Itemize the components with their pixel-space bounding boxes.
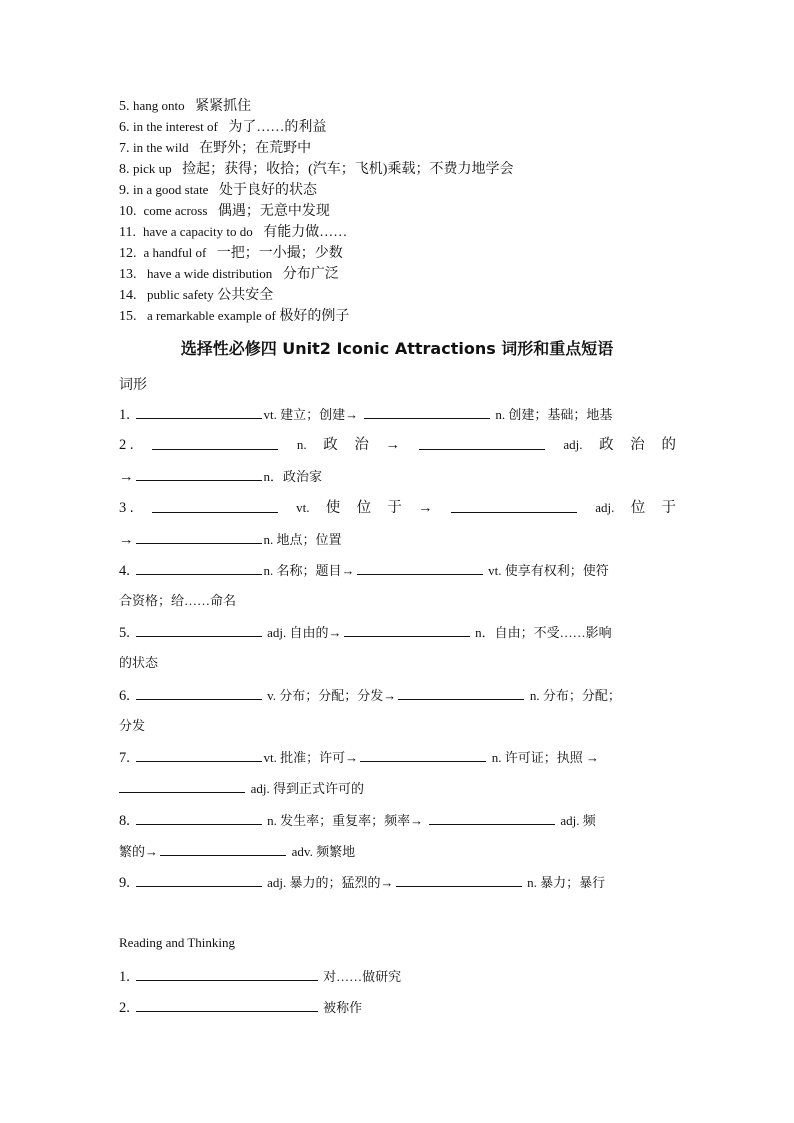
phrase-item: 6. in the interest of 为了……的利益 xyxy=(119,119,327,135)
answer-blank[interactable] xyxy=(136,997,318,1012)
phrase-item: 14. public safety 公共安全 xyxy=(119,287,274,303)
word-form-item-5-cont: 的状态 xyxy=(119,655,159,670)
word-form-item-6-cont: 分发 xyxy=(119,718,146,733)
phrase-item: 10. come across 偶遇；无意中发现 xyxy=(119,203,330,219)
phrase-item: 7. in the wild 在野外；在荒野中 xyxy=(119,140,312,156)
word-form-item-3: 3 . vt. 使 位 于 → adj. 位 于 xyxy=(119,500,676,516)
answer-blank[interactable] xyxy=(398,685,524,700)
answer-blank[interactable] xyxy=(152,435,278,450)
phrase-item: 13. have a wide distribution 分布广泛 xyxy=(119,266,339,282)
page-title: 选择性必修四 Unit2 Iconic Attractions 词形和重点短语 xyxy=(180,339,614,358)
answer-blank[interactable] xyxy=(360,747,486,762)
word-form-item-8-cont: 繁的→ adv. 频繁地 xyxy=(119,841,676,863)
word-form-item-1: 1. vt. 建立；创建→ n. 创建；基础；地基 xyxy=(119,404,676,426)
word-form-item-4-cont: 合资格；给……命名 xyxy=(119,593,237,608)
phrase-item: 8. pick up 捡起；获得；收拾；(汽车；飞机)乘载；不费力地学会 xyxy=(119,161,514,177)
answer-blank[interactable] xyxy=(136,560,262,575)
word-form-item-3-cont: → n. 地点；位置 xyxy=(119,529,676,551)
section-heading-reading: Reading and Thinking xyxy=(119,935,236,950)
answer-blank[interactable] xyxy=(152,498,278,513)
answer-blank[interactable] xyxy=(136,685,262,700)
answer-blank[interactable] xyxy=(344,622,470,637)
answer-blank[interactable] xyxy=(419,435,545,450)
answer-blank[interactable] xyxy=(160,841,286,856)
word-form-item-8: 8. n. 发生率；重复率；频率→ adj. 频 xyxy=(119,810,676,832)
phrase-item: 12. a handful of 一把；一小撮；少数 xyxy=(119,245,343,261)
word-form-item-5: 5. adj. 自由的→ n．自由；不受……影响 xyxy=(119,622,676,644)
answer-blank[interactable] xyxy=(136,622,262,637)
word-form-item-7-cont: adj. 得到正式许可的 xyxy=(119,778,676,800)
answer-blank[interactable] xyxy=(136,529,262,544)
answer-blank[interactable] xyxy=(396,872,522,887)
answer-blank[interactable] xyxy=(119,778,245,793)
section-heading-word-forms: 词形 xyxy=(119,378,147,393)
answer-blank[interactable] xyxy=(364,404,490,419)
answer-blank[interactable] xyxy=(136,872,262,887)
answer-blank[interactable] xyxy=(136,747,262,762)
answer-blank[interactable] xyxy=(429,810,555,825)
word-form-item-6: 6. v. 分布；分配；分发→ n. 分布；分配； xyxy=(119,685,676,707)
answer-blank[interactable] xyxy=(136,466,262,481)
word-form-item-4: 4. n. 名称；题目→ vt. 使享有权利；使符 xyxy=(119,560,676,582)
answer-blank[interactable] xyxy=(136,404,262,419)
word-form-item-2-cont: → n．政治家 xyxy=(119,466,676,488)
answer-blank[interactable] xyxy=(136,810,262,825)
answer-blank[interactable] xyxy=(136,966,318,981)
answer-blank[interactable] xyxy=(451,498,577,513)
answer-blank[interactable] xyxy=(357,560,483,575)
reading-item-1: 1. 对……做研究 xyxy=(119,966,676,988)
word-form-item-2: 2 . n. 政 治 → adj. 政 治 的 xyxy=(119,437,676,453)
phrase-item: 15. a remarkable example of 极好的例子 xyxy=(119,308,350,324)
phrase-item: 5. hang onto 紧紧抓住 xyxy=(119,98,252,114)
phrase-item: 11. have a capacity to do 有能力做…… xyxy=(119,224,348,240)
word-form-item-7: 7. vt. 批准；许可→ n. 许可证；执照 → xyxy=(119,747,676,769)
phrase-item: 9. in a good state 处于良好的状态 xyxy=(119,182,317,198)
word-form-item-9: 9. adj. 暴力的；猛烈的→ n. 暴力；暴行 xyxy=(119,872,676,894)
reading-item-2: 2. 被称作 xyxy=(119,997,676,1019)
